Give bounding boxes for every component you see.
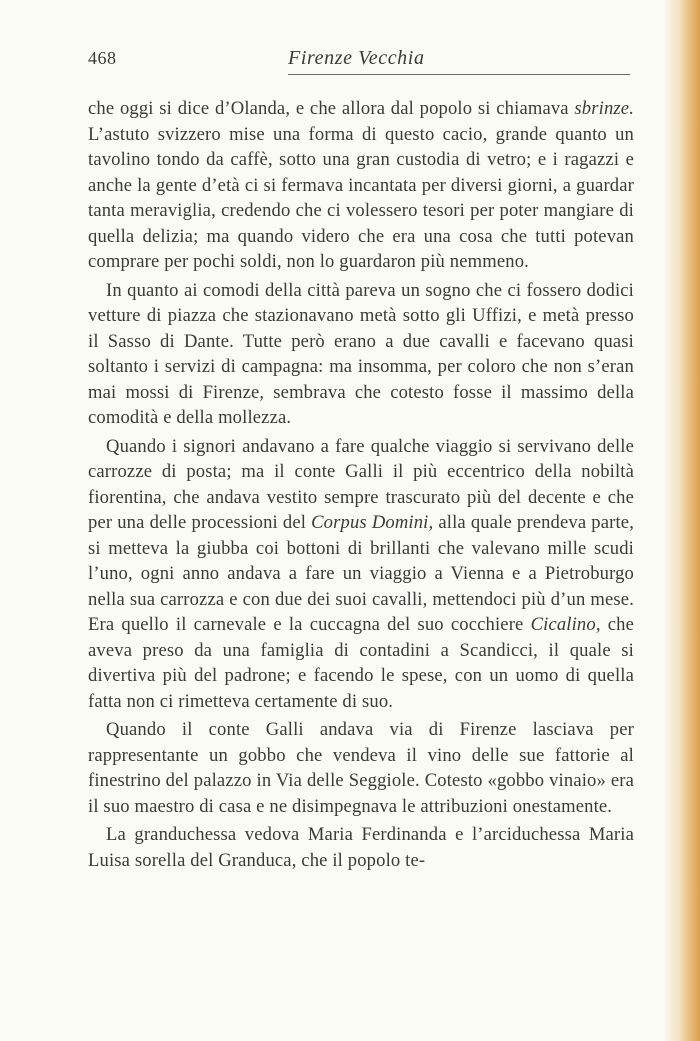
paragraph: [88, 278, 634, 431]
text-segment: In quanto ai comodi della città pareva un sogno che ci fossero dodici vetture di piazza che stazionavano metà sotto gli Uffizi, e metà presso il Sasso di Dante. Tutte però erano a due cavalli e facevano quasi soltanto i servizi di campagna: ma insomma, per coloro che non s’eran mai mossi di Firenze, sembrava che cotesto fosse il massimo della comodità e della mollezza.: [88, 279, 634, 428]
paragraph: [88, 822, 634, 873]
body-text: [88, 96, 634, 873]
page-number: 468: [88, 48, 117, 68]
paragraph: [88, 96, 634, 275]
text-segment: alla quale prendeva parte, si metteva la giubba coi bottoni di brillanti che valevano mille scudi l’uno, ogni anno andava a fare un viaggio a Vienna e a Pietroburgo nella sua carrozza e con due dei suoi cavalli, mettendoci più d’un mese. Era quello il carnevale e la cuccagna del suo cocchiere: [88, 512, 634, 635]
page-edge-shading: [662, 0, 700, 1041]
paragraph: [88, 434, 634, 715]
header-rule: [288, 74, 630, 75]
italic-term: sbrinze.: [574, 98, 634, 119]
text-segment: che aveva preso da una famiglia di contadini a Scandicci, il quale si divertiva più del padrone; e facendo le spese, con un uomo di quella fatta non ci rimetteva certamente di suo.: [88, 614, 635, 712]
running-title: Firenze Vecchia: [288, 47, 425, 69]
text-segment: La granduchessa vedova Maria Ferdinanda e l’arciduchessa Maria Luisa sorella del Granduca, che il popolo te-: [88, 824, 634, 871]
page-header: [88, 44, 630, 76]
text-segment: Quando i signori andavano a fare qualche viaggio si servivano delle carrozze di posta; ma il conte Galli il più eccentrico della nobiltà fiorentina, che andava vestito sempre trascurato più del decente e che per una delle processioni del: [88, 435, 634, 533]
paragraph: [88, 717, 634, 819]
text-segment: Quando il conte Galli andava via di Firenze lasciava per rappresentante un gobbo che vendeva il vino delle sue fattorie al finestrino del palazzo in Via delle Seggiole. Cotesto «gobbo vinaio» era il suo maestro di casa e ne disimpegnava le attribuzioni onestamente.: [88, 719, 634, 817]
text-segment: che oggi si dice d’Olanda, e che allora dal popolo si chiamava: [88, 98, 575, 119]
italic-term: Corpus Domini,: [311, 512, 434, 533]
italic-term: Cicalino,: [530, 614, 601, 635]
text-segment: L’astuto svizzero mise una forma di questo cacio, grande quanto un tavolino tondo da caffè, sotto una gran custodia di vetro; e i ragazzi e anche la gente d’età ci si fermava incantata per diversi giorni, a guardar tanta meraviglia, credendo che ci volessero tesori per poter mangiare di quella delizia; ma quando videro che era una cosa che tutti potevan comprare per pochi soldi, non lo guardaron più nemmeno.: [88, 123, 634, 272]
